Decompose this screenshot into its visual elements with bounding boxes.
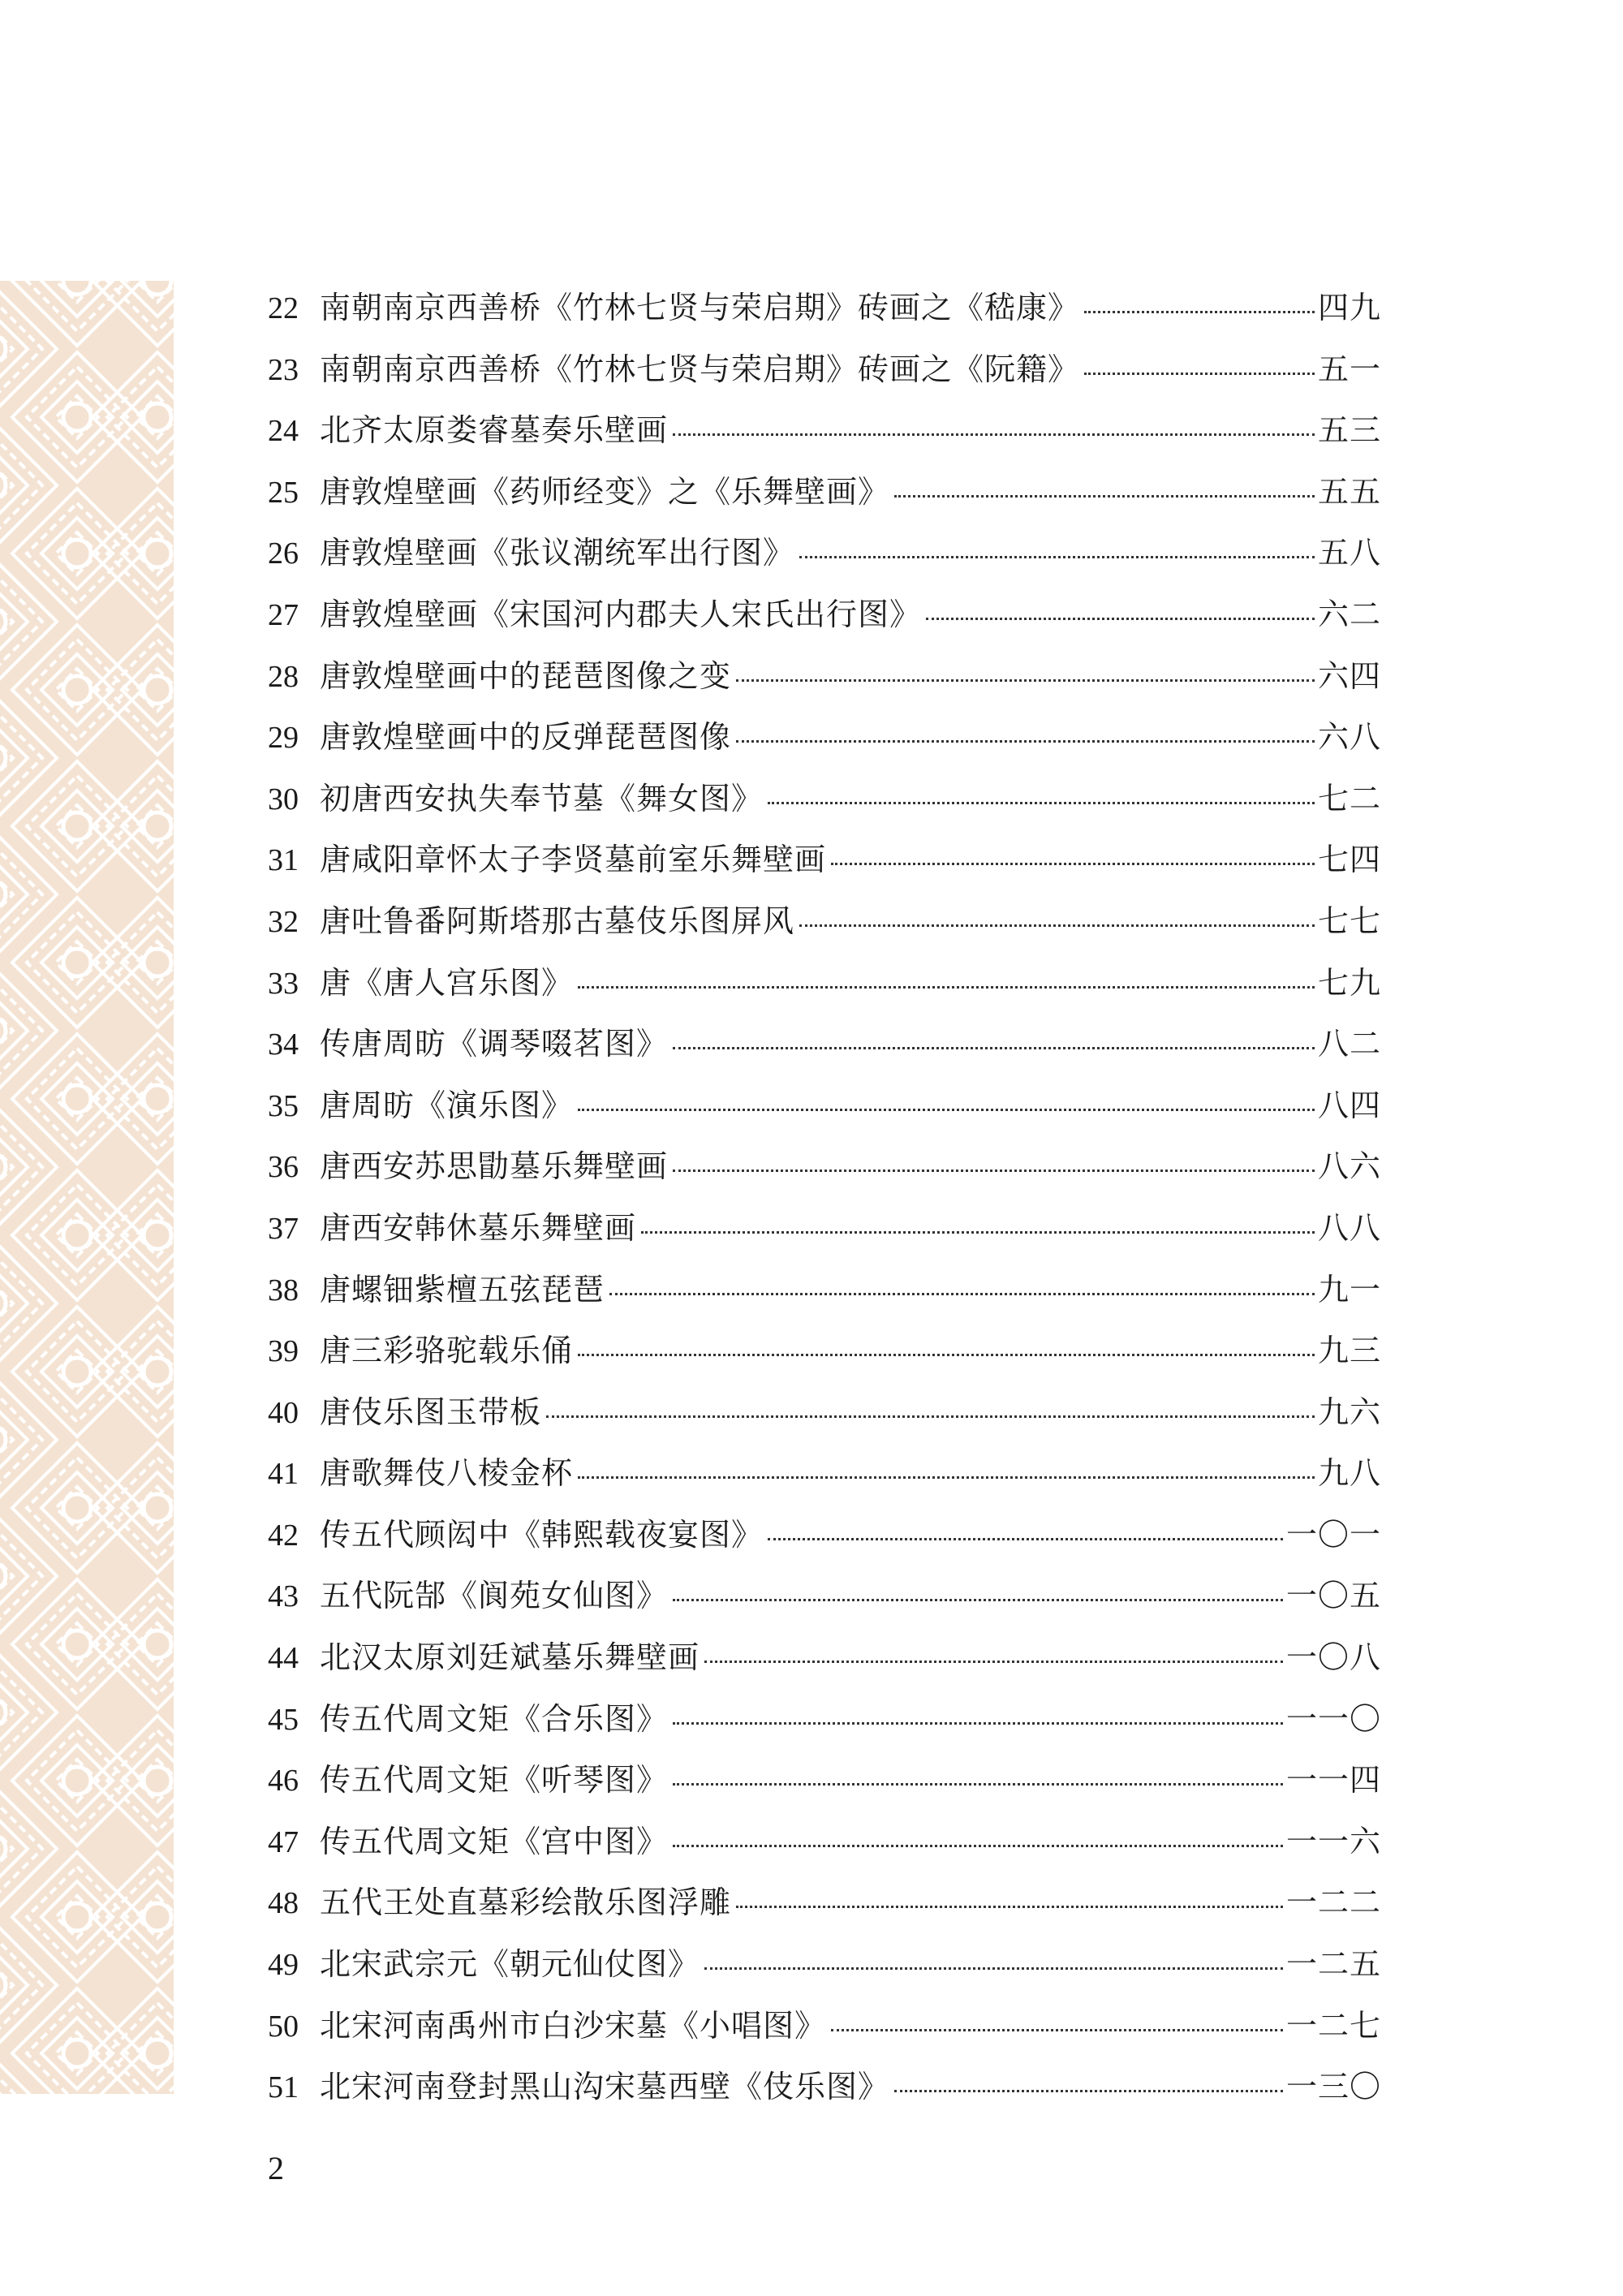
toc-entry[interactable]: [268, 953, 1381, 1014]
dot-leader: [768, 802, 1315, 804]
entry-title: 北宋武宗元《朝元仙仗图》: [320, 1946, 700, 1983]
entry-title: 唐敦煌壁画《宋国河内郡夫人宋氏出行图》: [320, 596, 922, 632]
entry-title: 北宋河南登封黑山沟宋墓西壁《伎乐图》: [320, 2069, 890, 2105]
dot-leader: [673, 1845, 1283, 1847]
entry-page: 六二: [1317, 596, 1381, 632]
entry-number: 39: [268, 1334, 299, 1369]
entry-title: 唐歌舞伎八棱金杯: [320, 1455, 574, 1492]
entry-page: 七四: [1317, 842, 1381, 878]
entry-number: 50: [268, 2009, 299, 2044]
toc-entry[interactable]: [268, 400, 1381, 462]
entry-number: 34: [268, 1027, 299, 1062]
entry-page: 七二: [1317, 780, 1381, 816]
entry-title: 唐敦煌壁画中的反弹琵琶图像: [320, 719, 732, 756]
entry-number: 29: [268, 721, 299, 756]
entry-title: 初唐西安执失奉节墓《舞女图》: [320, 780, 764, 816]
entry-number: 47: [268, 1824, 299, 1859]
entry-title: 五代王处直墓彩绘散乐图浮雕: [320, 1885, 732, 1921]
toc-entry[interactable]: [268, 1934, 1381, 1996]
toc-entry[interactable]: [268, 1014, 1381, 1075]
entry-number: 31: [268, 843, 299, 878]
toc-entry[interactable]: [268, 339, 1381, 401]
entry-number: 26: [268, 536, 299, 571]
entry-page: 一二二: [1285, 1885, 1381, 1921]
toc-entry[interactable]: [268, 1136, 1381, 1198]
entry-page: 七九: [1317, 964, 1381, 1001]
dot-leader: [578, 986, 1315, 989]
toc-entry[interactable]: [268, 1750, 1381, 1811]
dot-leader: [736, 1906, 1283, 1908]
entry-number: 36: [268, 1150, 299, 1185]
dot-leader: [736, 679, 1315, 682]
toc-entry[interactable]: [268, 2057, 1381, 2118]
entry-number: 44: [268, 1641, 299, 1676]
entry-number: 22: [268, 291, 299, 325]
entry-title: 北齐太原娄睿墓奏乐壁画: [320, 412, 669, 449]
table-of-contents: [268, 278, 1381, 2118]
entry-title: 唐咸阳章怀太子李贤墓前室乐舞壁画: [320, 842, 827, 878]
dot-leader: [578, 1109, 1315, 1111]
dot-leader: [578, 1354, 1315, 1356]
entry-page: 四九: [1317, 290, 1381, 325]
entry-number: 49: [268, 1948, 299, 1983]
toc-entry[interactable]: [268, 891, 1381, 953]
dot-leader: [831, 863, 1315, 865]
toc-entry[interactable]: [268, 646, 1381, 708]
toc-entry[interactable]: [268, 1382, 1381, 1444]
dot-leader: [736, 740, 1315, 743]
toc-entry[interactable]: [268, 1075, 1381, 1137]
entry-page: 一一六: [1285, 1823, 1381, 1859]
entry-title: 唐螺钿紫檀五弦琵琶: [320, 1271, 605, 1307]
dot-leader: [704, 1967, 1283, 1970]
entry-title: 唐敦煌壁画中的琵琶图像之变: [320, 657, 732, 694]
entry-number: 23: [268, 352, 299, 387]
entry-title: 南朝南京西善桥《竹林七贤与荣启期》砖画之《阮籍》: [320, 351, 1080, 387]
toc-entry[interactable]: [268, 829, 1381, 891]
entry-number: 41: [268, 1457, 299, 1492]
entry-page: 七七: [1317, 902, 1381, 939]
entry-page: 一〇一: [1285, 1516, 1381, 1553]
entry-number: 24: [268, 414, 299, 449]
dot-leader: [673, 433, 1315, 436]
entry-page: 八六: [1317, 1148, 1381, 1185]
dot-leader: [831, 2029, 1283, 2031]
entry-page: 六八: [1317, 719, 1381, 756]
entry-title: 唐吐鲁番阿斯塔那古墓伎乐图屏风: [320, 902, 795, 939]
entry-page: 五三: [1317, 412, 1381, 449]
toc-entry[interactable]: [268, 1505, 1381, 1566]
toc-entry[interactable]: [268, 523, 1381, 584]
toc-entry[interactable]: [268, 1872, 1381, 1934]
dot-leader: [799, 556, 1315, 558]
toc-entry[interactable]: [268, 1198, 1381, 1260]
entry-title: 传五代周文矩《合乐图》: [320, 1700, 669, 1737]
entry-title: 唐伎乐图玉带板: [320, 1394, 542, 1430]
entry-title: 五代阮郜《阆苑女仙图》: [320, 1578, 669, 1614]
toc-entry[interactable]: [268, 1320, 1381, 1382]
geometric-pattern: [0, 281, 174, 2094]
entry-page: 一一〇: [1285, 1700, 1381, 1737]
entry-title: 唐西安苏思勖墓乐舞壁画: [320, 1148, 669, 1185]
entry-page: 一〇八: [1285, 1639, 1381, 1676]
entry-page: 八八: [1317, 1209, 1381, 1246]
toc-entry[interactable]: [268, 1443, 1381, 1505]
dot-leader: [799, 924, 1315, 927]
toc-entry[interactable]: [268, 1689, 1381, 1751]
entry-page: 一一四: [1285, 1762, 1381, 1798]
entry-page: 九一: [1317, 1271, 1381, 1307]
dot-leader: [673, 1783, 1283, 1786]
entry-number: 25: [268, 475, 299, 510]
entry-title: 唐周昉《演乐图》: [320, 1087, 574, 1123]
toc-entry[interactable]: [268, 278, 1381, 339]
toc-entry[interactable]: [268, 584, 1381, 646]
entry-title: 传五代周文矩《听琴图》: [320, 1762, 669, 1798]
toc-entry[interactable]: [268, 1811, 1381, 1873]
page-number: 2: [268, 2150, 284, 2186]
dot-leader: [1084, 311, 1315, 313]
dot-leader: [894, 2090, 1283, 2092]
toc-entry[interactable]: [268, 1627, 1381, 1689]
entry-page: 六四: [1317, 657, 1381, 694]
dot-leader: [768, 1538, 1283, 1540]
entry-page: 一二五: [1285, 1946, 1381, 1983]
entry-title: 传五代顾闳中《韩熙载夜宴图》: [320, 1516, 764, 1553]
entry-number: 38: [268, 1273, 299, 1307]
entry-page: 八四: [1317, 1087, 1381, 1123]
entry-title: 唐《唐人宫乐图》: [320, 964, 574, 1001]
entry-title: 北宋河南禹州市白沙宋墓《小唱图》: [320, 2007, 827, 2044]
entry-page: 五八: [1317, 535, 1381, 571]
toc-entry[interactable]: [268, 1260, 1381, 1321]
toc-entry[interactable]: [268, 707, 1381, 769]
toc-entry[interactable]: [268, 769, 1381, 830]
entry-number: 51: [268, 2070, 299, 2105]
entry-page: 九六: [1317, 1394, 1381, 1430]
dot-leader: [894, 495, 1315, 498]
entry-page: 一三〇: [1285, 2069, 1381, 2105]
dot-leader: [673, 1170, 1315, 1172]
toc-entry[interactable]: [268, 1566, 1381, 1627]
dot-leader: [578, 1476, 1315, 1479]
entry-number: 45: [268, 1702, 299, 1737]
toc-entry[interactable]: [268, 462, 1381, 523]
entry-number: 40: [268, 1395, 299, 1430]
entry-page: 一〇五: [1285, 1578, 1381, 1614]
entry-page: 八二: [1317, 1026, 1381, 1062]
entry-number: 28: [268, 659, 299, 694]
entry-title: 传唐周昉《调琴啜茗图》: [320, 1026, 669, 1062]
dot-leader: [609, 1293, 1315, 1295]
entry-title: 传五代周文矩《宫中图》: [320, 1823, 669, 1859]
entry-number: 30: [268, 782, 299, 816]
dot-leader: [546, 1415, 1315, 1418]
dot-leader: [1084, 373, 1315, 375]
dot-leader: [673, 1722, 1283, 1725]
entry-title: 唐三彩骆驼载乐俑: [320, 1333, 574, 1369]
entry-title: 北汉太原刘廷斌墓乐舞壁画: [320, 1639, 700, 1676]
entry-title: 南朝南京西善桥《竹林七贤与荣启期》砖画之《嵇康》: [320, 290, 1080, 325]
entry-title: 唐敦煌壁画《张议潮统军出行图》: [320, 535, 795, 571]
entry-title: 唐敦煌壁画《药师经变》之《乐舞壁画》: [320, 473, 890, 510]
entry-page: 九八: [1317, 1455, 1381, 1492]
entry-number: 35: [268, 1088, 299, 1123]
entry-number: 48: [268, 1886, 299, 1921]
entry-number: 33: [268, 966, 299, 1001]
entry-number: 37: [268, 1211, 299, 1246]
entry-number: 43: [268, 1579, 299, 1614]
dot-leader: [641, 1231, 1315, 1234]
entry-page: 九三: [1317, 1333, 1381, 1369]
dot-leader: [673, 1047, 1315, 1049]
dot-leader: [926, 618, 1315, 620]
entry-page: 一二七: [1285, 2007, 1381, 2044]
dot-leader: [704, 1661, 1283, 1663]
entry-number: 46: [268, 1764, 299, 1798]
dot-leader: [673, 1599, 1283, 1601]
entry-number: 42: [268, 1518, 299, 1553]
entry-page: 五一: [1317, 351, 1381, 387]
entry-title: 唐西安韩休墓乐舞壁画: [320, 1209, 637, 1246]
entry-number: 32: [268, 904, 299, 939]
toc-entry[interactable]: [268, 1996, 1381, 2057]
decorative-side-band: [0, 281, 174, 2094]
entry-number: 27: [268, 597, 299, 632]
entry-page: 五五: [1317, 473, 1381, 510]
